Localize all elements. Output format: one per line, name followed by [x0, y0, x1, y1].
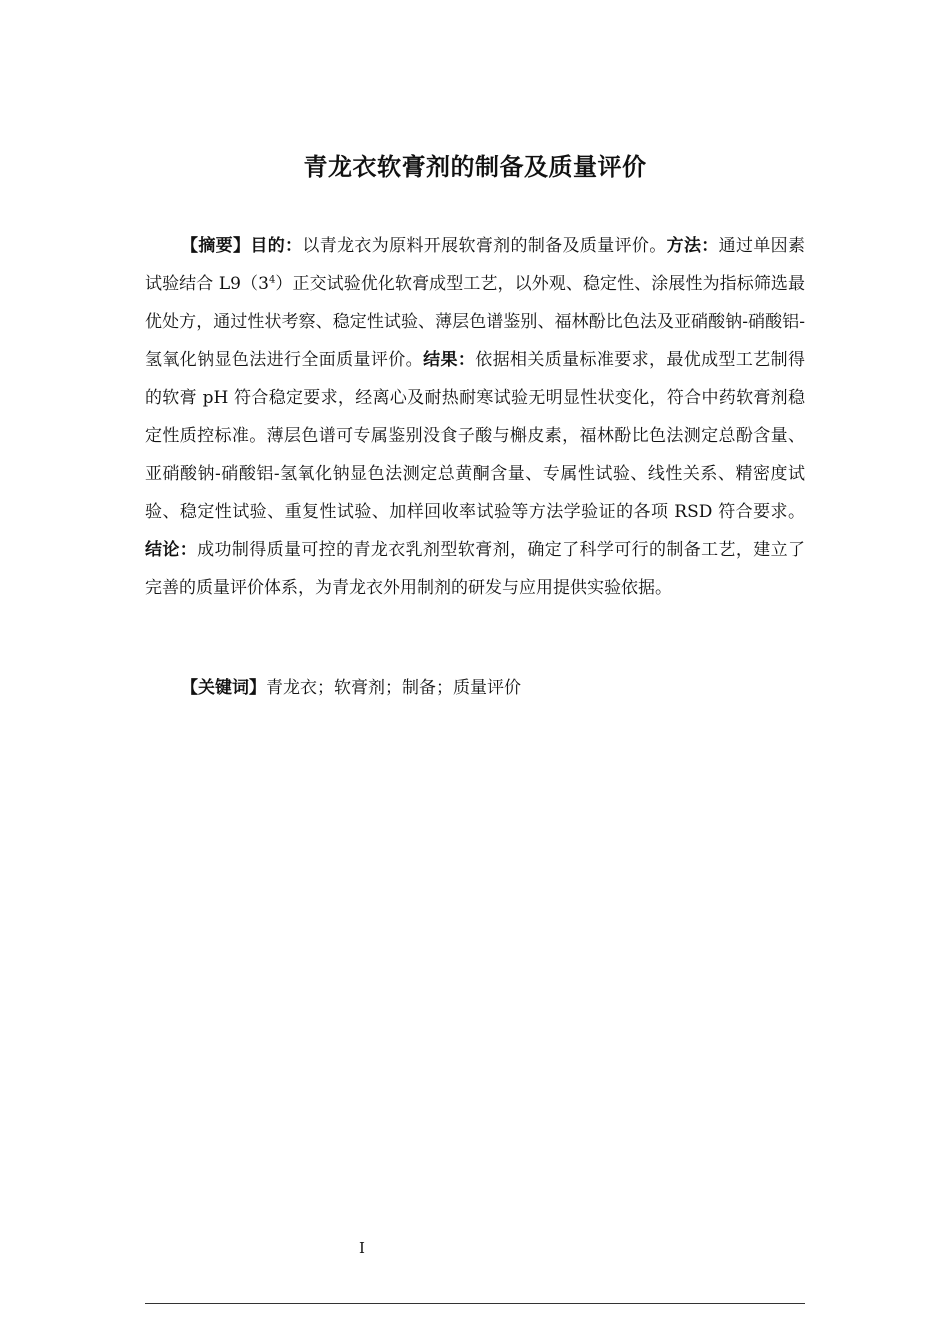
conclusion-label: 结论：: [145, 540, 198, 560]
abstract-paragraph: [145, 227, 805, 607]
keywords-text: 青龙衣；软膏剂；制备；质量评价: [266, 678, 521, 698]
keywords-heading: 【关键词】: [181, 678, 266, 698]
page-number: I: [359, 1239, 365, 1257]
methods-text-part2: ）正交试验优化软膏成型工艺，以外观、稳定性、涂展性为指标筛选最优处方，通过性状考察、稳定性试验、薄层色谱鉴别、福林酚比色法及亚硝酸钠-硝酸铝-氢氧化钠显色法进行全面质量评价。: [145, 274, 806, 370]
objective-text: 以青龙衣为原料开展软膏剂的制备及质量评价。: [302, 236, 667, 256]
methods-superscript: 4: [268, 274, 276, 286]
methods-text-part1: 通过单因素试验结合 L9（3: [145, 236, 806, 294]
methods-label: 方法：: [666, 236, 719, 256]
keywords-paragraph: [145, 669, 805, 707]
footer-divider: [145, 1303, 805, 1304]
abstract-heading: 【摘要】: [181, 236, 251, 256]
objective-label: 目的：: [250, 236, 303, 256]
results-text: 依据相关质量标准要求，最优成型工艺制得的软膏 pH 符合稳定要求，经离心及耐热耐寒试验无明显性状变化，符合中药软膏剂稳定性质控标准。薄层色谱可专属鉴别没食子酸与槲皮素，福林酚比色法测定总酚含量、亚硝酸钠-硝酸铝-氢氧化钠显色法测定总黄酮含量、专属性试验、线性关系、精密度试验、稳定性试验、重复性试验、加样回收率试验等方法学验证的各项 RSD 符合要求。: [145, 350, 806, 522]
conclusion-text: 成功制得质量可控的青龙衣乳剂型软膏剂，确定了科学可行的制备工艺，建立了完善的质量评价体系，为青龙衣外用制剂的研发与应用提供实验依据。: [145, 540, 806, 598]
document-title: 青龙衣软膏剂的制备及质量评价: [303, 153, 647, 181]
results-label: 结果：: [423, 350, 476, 370]
